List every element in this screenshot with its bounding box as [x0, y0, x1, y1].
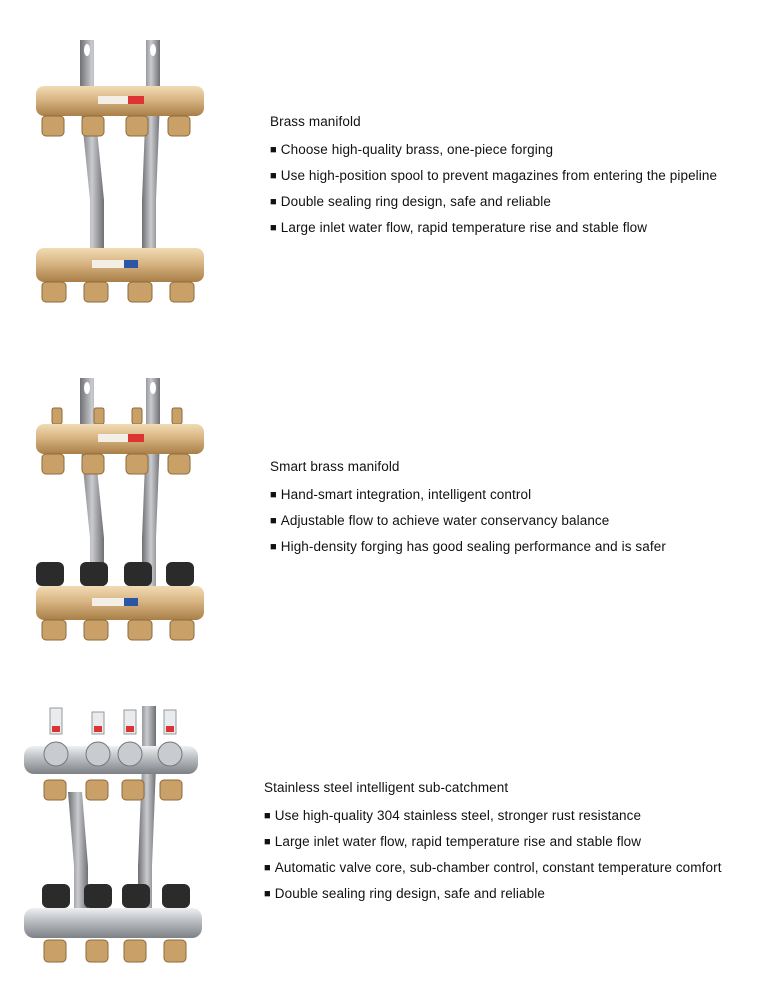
brass-manifold-description [270, 114, 717, 246]
feature-item: ■ Large inlet water flow, rapid temperature rise and stable flow [270, 220, 648, 235]
smart-brass-manifold-image [30, 374, 210, 644]
feature-item: ■ Hand-smart integration, intelligent control [270, 487, 532, 502]
square-bullet-icon: ■ [270, 515, 277, 527]
feature-item: ■ High-density forging has good sealing performance and is safer [270, 539, 666, 554]
stainless-steel-manifold-image [24, 702, 204, 972]
square-bullet-icon: ■ [270, 541, 277, 553]
feature-item: ■ Use high-quality 304 stainless steel, stronger rust resistance [264, 808, 642, 823]
square-bullet-icon: ■ [264, 810, 271, 822]
feature-item: ■ Double sealing ring design, safe and reliable [270, 194, 551, 209]
square-bullet-icon: ■ [264, 862, 271, 874]
feature-item: ■ Choose high-quality brass, one-piece forging [270, 142, 554, 157]
square-bullet-icon: ■ [270, 170, 277, 182]
feature-item: ■ Use high-position spool to prevent magazines from entering the pipeline [270, 168, 718, 183]
feature-item: ■ Double sealing ring design, safe and reliable [264, 886, 545, 901]
product-title: Smart brass manifold [270, 459, 400, 474]
square-bullet-icon: ■ [270, 144, 277, 156]
feature-item: ■ Automatic valve core, sub-chamber control, constant temperature comfort [264, 860, 722, 875]
square-bullet-icon: ■ [270, 489, 277, 501]
square-bullet-icon: ■ [264, 888, 271, 900]
smart-brass-manifold-description [270, 459, 666, 565]
stainless-steel-description [264, 780, 722, 912]
brass-manifold-image [30, 36, 210, 306]
feature-item: ■ Adjustable flow to achieve water conservancy balance [270, 513, 610, 528]
square-bullet-icon: ■ [264, 836, 271, 848]
square-bullet-icon: ■ [270, 222, 277, 234]
product-title: Stainless steel intelligent sub-catchment [264, 780, 509, 795]
square-bullet-icon: ■ [270, 196, 277, 208]
product-title: Brass manifold [270, 114, 361, 129]
feature-item: ■ Large inlet water flow, rapid temperature rise and stable flow [264, 834, 642, 849]
